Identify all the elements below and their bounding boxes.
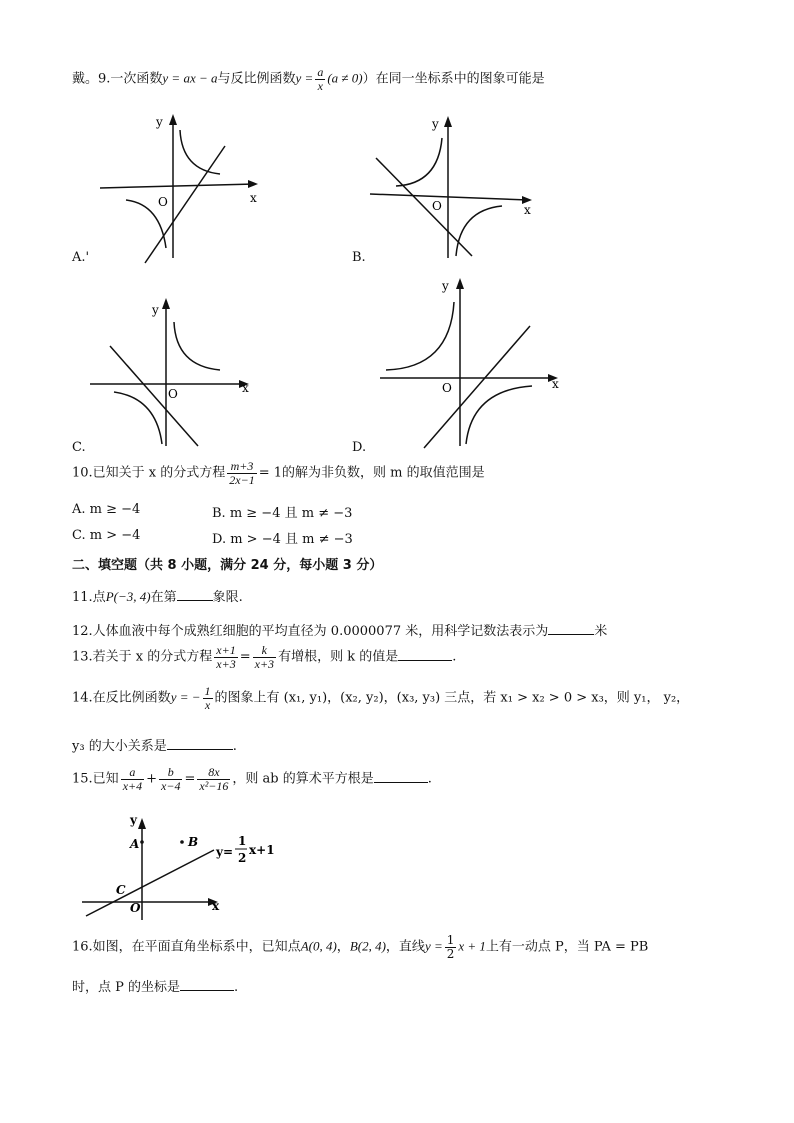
- graph-option-b: [368, 108, 548, 268]
- fig-x-label: x: [212, 899, 220, 913]
- q16-line2: 时，点 P 的坐标是 .: [72, 980, 239, 995]
- line-eq-lhs: y=: [216, 845, 234, 859]
- line-eq-rhs: x+1: [249, 843, 275, 857]
- answer-blank: [167, 737, 233, 750]
- option-a-label: A.': [72, 250, 90, 265]
- point-a-label: A: [130, 837, 140, 851]
- q10-option-b: B. m ≥ −4 且 m ≠ −3: [212, 506, 353, 521]
- fig-y-label: y: [130, 813, 137, 827]
- line-eq-num: 1: [238, 834, 247, 848]
- y-axis-label: y: [442, 279, 449, 293]
- q16-figure: [78, 812, 288, 924]
- option-c-label: C.: [72, 440, 86, 455]
- origin-label: O: [158, 195, 168, 209]
- origin-label: O: [432, 199, 442, 213]
- line-eq-den: 2: [238, 851, 247, 865]
- y-axis-label: y: [152, 303, 159, 317]
- point-b-label: B: [188, 835, 199, 849]
- section-heading: 二、填空题（共 8 小题，满分 24 分，每小题 3 分）: [72, 558, 383, 573]
- answer-blank: [548, 622, 594, 635]
- q15: 15.已知 $\frac{a}{x+4}$ + $\frac{b}{x-4}$ = $\frac{8x}{\text{x²−16}}$ ，则 ab 的算术平方根是 .: [72, 765, 432, 793]
- option-b-label: B.: [352, 250, 366, 265]
- point-c-label: C: [116, 883, 126, 897]
- q10-fraction: $\frac{m+3}{2x-1}$: [229, 459, 255, 487]
- answer-blank: [374, 770, 428, 783]
- option-d-label: D.: [352, 440, 367, 455]
- q10-option-a: A. m ≥ −4: [72, 502, 141, 517]
- x-axis-label: x: [242, 381, 249, 395]
- graph-option-c: [80, 290, 260, 450]
- origin-label: O: [168, 387, 178, 401]
- q9-stem: 戴。9.一次函数y = ax − a与反比例函数y = $\frac{a}{x}$ (a ≠ 0)）在同一坐标系中的图象可能是: [72, 65, 545, 93]
- q10-option-c: C. m > −4: [72, 528, 141, 543]
- q12: 12.人体血液中每个成熟红细胞的平均直径为 0.0000077 米，用科学记数法表示为 米: [72, 624, 608, 639]
- q11: 11.点P(−3, 4)在第 象限.: [72, 589, 243, 605]
- q16: 16.如图，在平面直角坐标系中，已知点A(0, 4)，B(2, 4)，直线y = $\frac{1}{2}$ x + 1上有一动点 P，当 PA = PB: [72, 933, 649, 961]
- x-axis-label: x: [552, 377, 559, 391]
- origin-label: O: [130, 901, 141, 915]
- q10-option-d: D. m > −4 且 m ≠ −3: [212, 532, 353, 547]
- answer-blank: [398, 648, 452, 661]
- q10-stem: 10.已知关于 x 的分式方程 $\frac{m+3}{2x-1}$ = 1的解为非负数，则 m 的取值范围是: [72, 459, 485, 487]
- graph-option-a: [90, 108, 270, 268]
- q14: 14.在反比例函数y = − $\frac{1}{x}$ 的图象上有 (x₁, y₁)，(x₂, y₂)，(x₃, y₃) 三点，若 x₁ > x₂ > 0 > x₃，则 y₁， y₂，: [72, 684, 690, 712]
- q9-fraction: $\frac{a}{x}$: [317, 65, 324, 93]
- graph-option-d: [372, 272, 564, 450]
- answer-blank: [180, 978, 234, 991]
- q14-line2: y₃ 的大小关系是 .: [72, 739, 237, 754]
- x-axis-label: x: [524, 203, 531, 217]
- y-axis-label: y: [156, 115, 163, 129]
- origin-label: O: [442, 381, 452, 395]
- answer-blank: [177, 588, 213, 601]
- q13: 13.若关于 x 的分式方程 $\frac{x+1}{x+3}$ = $\frac{k}{x+3}$ 有增根，则 k 的值是 .: [72, 643, 457, 671]
- x-axis-label: x: [250, 191, 257, 205]
- y-axis-label: y: [432, 117, 439, 131]
